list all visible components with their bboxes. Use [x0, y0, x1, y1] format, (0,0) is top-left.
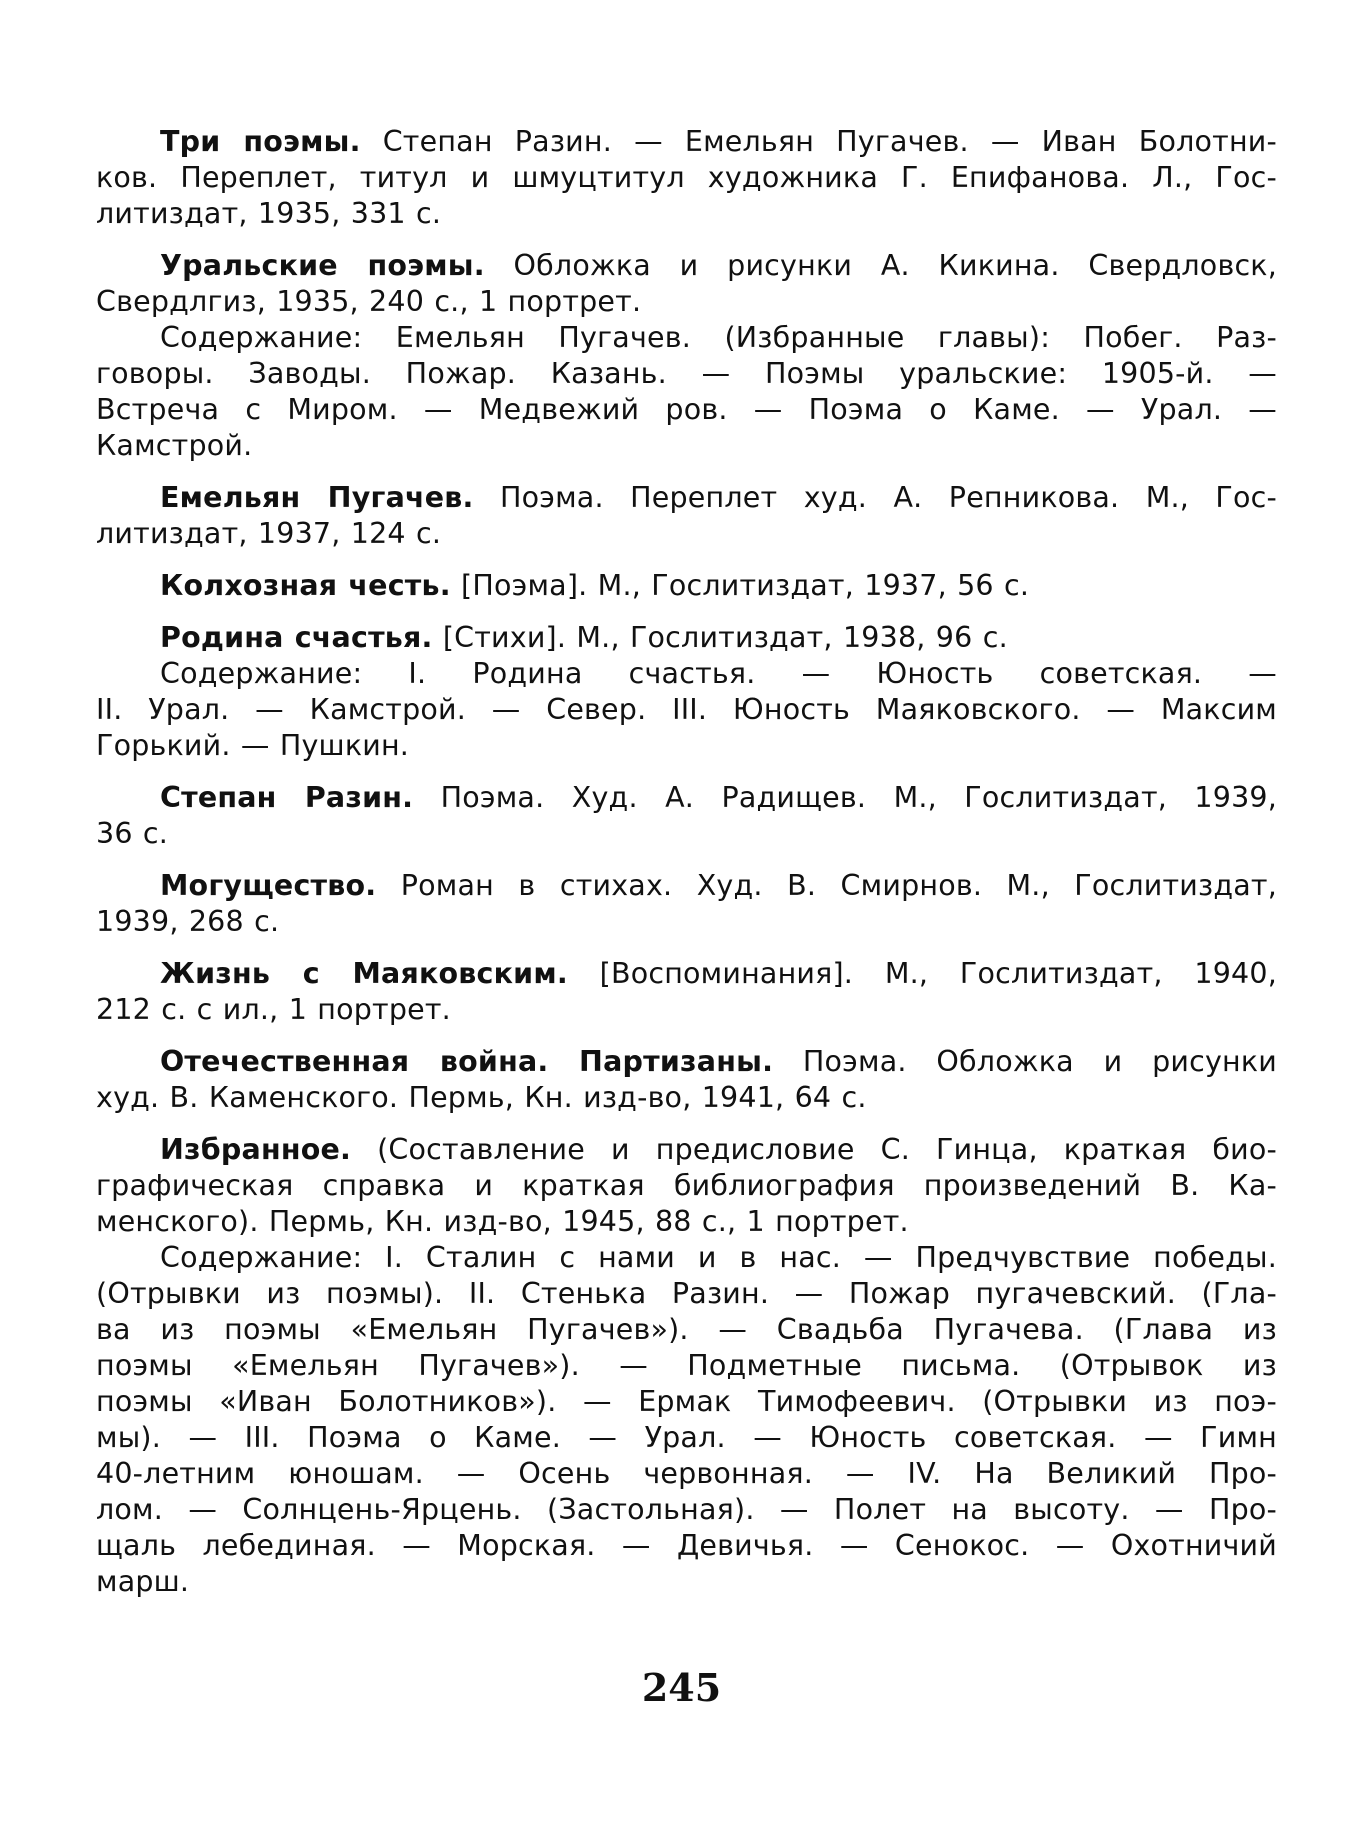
- contents-line: лом. — Солнцень-Ярцень. (Застольная). — Полет на высоту. — Про-: [96, 1493, 1277, 1526]
- contents-line: Камстрой.: [96, 429, 253, 462]
- entry-title: Уральские поэмы.: [160, 249, 485, 282]
- entry-title: Степан Разин.: [160, 781, 414, 814]
- contents-line: II. Урал. — Камстрой. — Север. III. Юность Маяковского. — Максим: [96, 693, 1277, 726]
- entry-line: графическая справка и краткая библиография произведений В. Ка-: [96, 1169, 1277, 1202]
- entry-text: Поэма. Обложка и рисунки: [773, 1045, 1277, 1078]
- contents-line: 40-летним юношам. — Осень червонная. — IV. На Великий Про-: [96, 1457, 1277, 1490]
- entry-text: Степан Разин. — Емельян Пугачев. — Иван Болотни-: [360, 125, 1277, 158]
- entry-title: Емельян Пугачев.: [160, 481, 474, 514]
- entry-line: худ. В. Каменского. Пермь, Кн. изд-во, 1941, 64 с.: [96, 1081, 867, 1114]
- entry-title: Избранное.: [160, 1133, 352, 1166]
- entry-line: Свердлгиз, 1935, 240 с., 1 портрет.: [96, 285, 642, 318]
- contents-line: марш.: [96, 1565, 190, 1598]
- contents-line: поэмы «Иван Болотников»). — Ермак Тимофеевич. (Отрывки из поэ-: [96, 1385, 1277, 1418]
- contents-line: Встреча с Миром. — Медвежий ров. — Поэма о Каме. — Урал. —: [96, 393, 1277, 426]
- contents-line: Содержание: Емельян Пугачев. (Избранные главы): Побег. Раз-: [160, 321, 1277, 354]
- bibliography-entry-emelyan-pugachev: [96, 480, 1277, 552]
- contents-line: говоры. Заводы. Пожар. Казань. — Поэмы уральские: 1905-й. —: [96, 357, 1277, 390]
- bibliography-entry-kolkhoznaya-chest: [96, 568, 1277, 604]
- bibliography-entry-uralskie-poemy: [96, 248, 1277, 464]
- entry-text: Поэма. Переплет худ. А. Репникова. М., Гос-: [473, 481, 1277, 514]
- entry-line: 36 с.: [96, 817, 169, 850]
- bibliography-entry-izbrannoe: [96, 1132, 1277, 1600]
- entry-text: Роман в стихах. Худ. В. Смирнов. М., Гослитиздат,: [376, 869, 1277, 902]
- entry-line: литиздат, 1937, 124 с.: [96, 517, 442, 550]
- entry-title: Колхозная честь.: [160, 569, 451, 602]
- bibliography-entry-stepan-razin: [96, 780, 1277, 852]
- entry-line: [96, 568, 1277, 604]
- entry-title: Три поэмы.: [160, 125, 361, 158]
- entry-text: Обложка и рисунки А. Кикина. Свердловск,: [484, 249, 1277, 282]
- contents-line: мы). — III. Поэма о Каме. — Урал. — Юность советская. — Гимн: [96, 1421, 1277, 1454]
- entry-line: 212 с. с ил., 1 портрет.: [96, 993, 451, 1026]
- bibliography-entry-mogushchestvo: [96, 868, 1277, 940]
- contents-line: щаль лебединая. — Морская. — Девичья. — Сенокос. — Охотничий: [96, 1529, 1277, 1562]
- entry-line: [96, 1132, 1277, 1168]
- entry-line: [96, 620, 1277, 656]
- bibliography-entry-tri-poemy: [96, 124, 1277, 232]
- entry-title: Родина счастья.: [160, 621, 433, 654]
- entry-title: Могущество.: [160, 869, 377, 902]
- contents-line: Содержание: I. Родина счастья. — Юность советская. —: [160, 657, 1277, 690]
- entry-line: [96, 248, 1277, 284]
- bibliography-entry-rodina-schastya: [96, 620, 1277, 764]
- entry-text: Поэма. Худ. А. Радищев. М., Гослитиздат, 1939,: [413, 781, 1277, 814]
- entry-text: (Составление и предисловие С. Гинца, краткая био-: [351, 1133, 1277, 1166]
- entry-line: [96, 780, 1277, 816]
- bibliography-entry-otechestvennaya-voyna: [96, 1044, 1277, 1116]
- page-number: 245: [641, 1665, 722, 1710]
- entry-line: 1939, 268 с.: [96, 905, 280, 938]
- entry-line: [96, 868, 1277, 904]
- contents-line: (Отрывки из поэмы). II. Стенька Разин. — Пожар пугачевский. (Гла-: [96, 1277, 1277, 1310]
- entry-line: менского). Пермь, Кн. изд-во, 1945, 88 с., 1 портрет.: [96, 1205, 909, 1238]
- contents-line: поэмы «Емельян Пугачев»). — Подметные письма. (Отрывок из: [96, 1349, 1277, 1382]
- entry-text: [Воспоминания]. М., Гослитиздат, 1940,: [567, 957, 1277, 990]
- entry-line: [96, 1044, 1277, 1080]
- entry-title: Отечественная война. Партизаны.: [160, 1045, 774, 1078]
- entry-line: [96, 480, 1277, 516]
- entry-line: ков. Переплет, титул и шмуцтитул художника Г. Епифанова. Л., Гос-: [96, 161, 1277, 194]
- entry-title: Жизнь с Маяковским.: [160, 957, 568, 990]
- entry-line: [96, 956, 1277, 992]
- contents-line: ва из поэмы «Емельян Пугачев»). — Свадьба Пугачева. (Глава из: [96, 1313, 1277, 1346]
- entry-text: [Поэма]. М., Гослитиздат, 1937, 56 с.: [450, 569, 1030, 602]
- entry-text: [Стихи]. М., Гослитиздат, 1938, 96 с.: [432, 621, 1008, 654]
- contents-line: Горький. — Пушкин.: [96, 729, 410, 762]
- entry-line: литиздат, 1935, 331 с.: [96, 197, 442, 230]
- entry-line: [96, 124, 1277, 160]
- contents-line: Содержание: I. Сталин с нами и в нас. — Предчувствие победы.: [160, 1241, 1277, 1274]
- bibliography-entry-zhizn-s-mayakovskim: [96, 956, 1277, 1028]
